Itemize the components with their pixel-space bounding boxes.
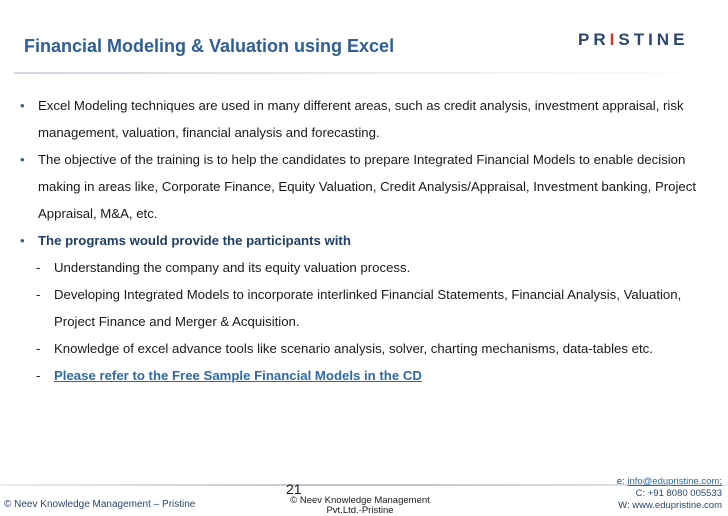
sub-item-text: Understanding the company and its equity valuation process. <box>54 260 411 275</box>
footer-center-copyright <box>276 496 444 516</box>
logo-text-left: PR <box>578 30 610 49</box>
dash-glyph: - <box>36 341 41 356</box>
title-divider <box>14 72 728 74</box>
bullet-item-heading <box>20 227 720 254</box>
sub-item <box>20 335 720 362</box>
page-title: Financial Modeling & Valuation using Excel <box>24 36 395 56</box>
footer-center-line: Pvt.Ltd.-Pristine <box>326 505 394 516</box>
bullet-glyph: • <box>20 152 25 167</box>
bullet-text: The programs would provide the participants with <box>38 233 351 248</box>
sub-item <box>20 254 720 281</box>
page-number: 21 <box>286 481 302 497</box>
footer-contact <box>617 476 722 512</box>
email-label: e: <box>616 476 628 487</box>
slide-content <box>20 92 720 389</box>
sub-item-text: Knowledge of excel advance tools like scenario analysis, solver, charting mechanisms, data-tables etc. <box>54 341 653 356</box>
dash-glyph: - <box>36 368 41 383</box>
bullet-item <box>20 92 720 146</box>
bullet-glyph: • <box>20 98 25 113</box>
phone-text: C: +91 8080 005533 <box>635 488 722 499</box>
logo-text-accent: I <box>609 30 619 49</box>
footer-center-line: © Neev Knowledge Management <box>290 495 430 506</box>
bullet-text: Excel Modeling techniques are used in many different areas, such as credit analysis, investment appraisal, risk management, valuation, financial analysis and forecasting. <box>38 98 684 140</box>
bullet-item <box>20 146 720 227</box>
website-text: W: www.edupristine.com <box>618 500 722 511</box>
sample-models-link[interactable]: Please refer to the Free Sample Financial Models in the CD <box>54 368 422 383</box>
bullet-glyph: • <box>20 233 25 248</box>
dash-glyph: - <box>36 260 41 275</box>
bullet-text: The objective of the training is to help the candidates to prepare Integrated Financial Models to enable decision making in areas like, Corporate Finance, Equity Valuation, Credit Analysis/Appraisal, Investment banking, Project Appraisal, M&A, etc. <box>38 152 696 221</box>
sub-item-text: Developing Integrated Models to incorporate interlinked Financial Statements, Financial Analysis, Valuation, Project Finance and Merger & Acquisition. <box>54 287 682 329</box>
footer-copyright: © Neev Knowledge Management – Pristine <box>4 499 196 510</box>
logo-text-right: STINE <box>618 30 689 49</box>
dash-glyph: - <box>36 287 41 302</box>
email-link[interactable]: info@edupristine.com; <box>627 476 722 487</box>
sub-item <box>20 281 720 335</box>
pristine-logo <box>578 30 688 50</box>
sub-item <box>20 362 720 389</box>
